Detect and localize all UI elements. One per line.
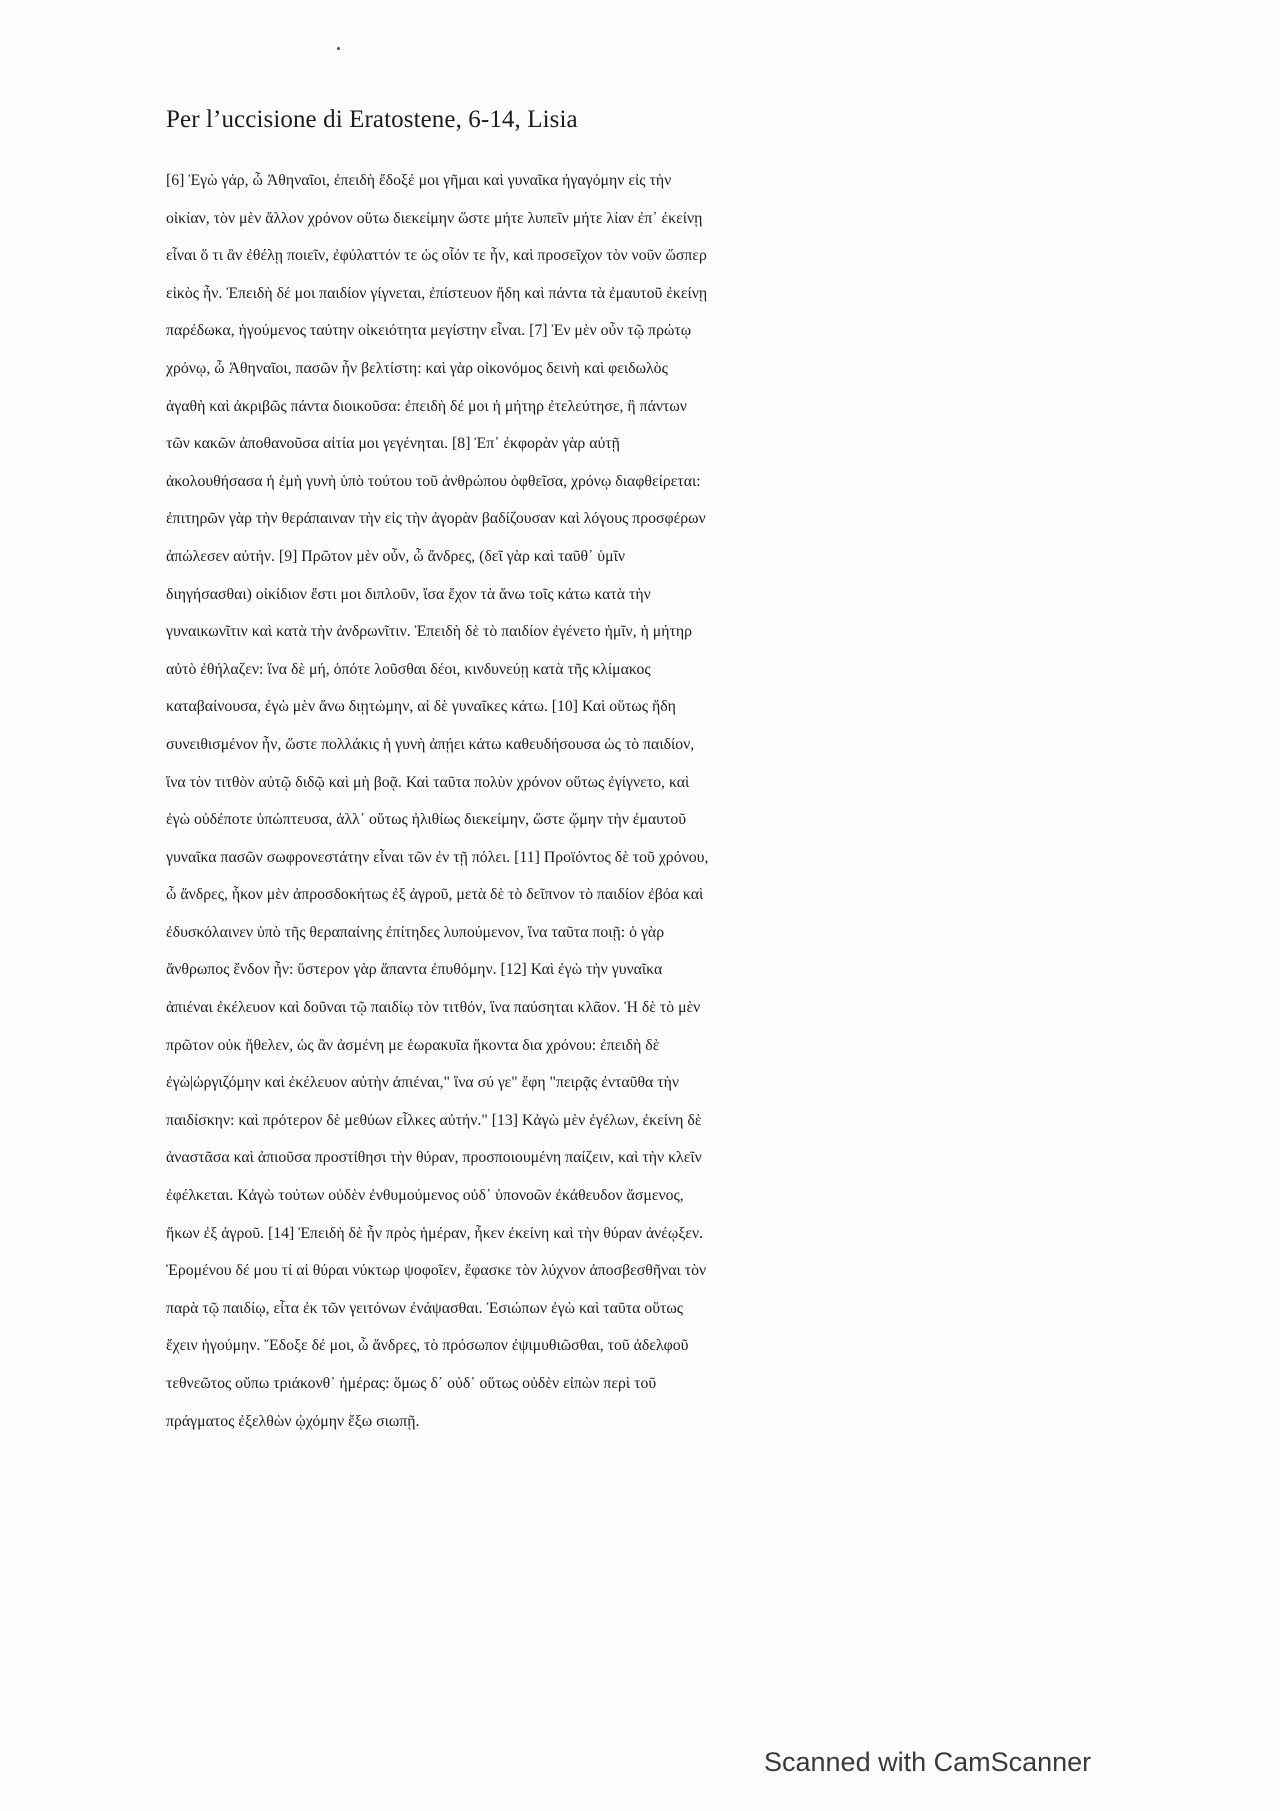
- text-line: ἀκολουθήσασα ἡ ἐμὴ γυνὴ ὑπὸ τούτου τοῦ ἀνθρώπου ὀφθεῖσα, χρόνῳ διαφθείρεται:: [166, 472, 701, 490]
- text-line: ἀπώλεσεν αὐτήν. [9] Πρῶτον μὲν οὖν, ὦ ἄνδρες, (δεῖ γὰρ καὶ ταῦθ᾽ ὑμῖν: [166, 547, 625, 565]
- text-line: τεθνεῶτος οὔπω τριάκονθ᾽ ἡμέρας: ὅμως δ᾽ οὐδ᾽ οὕτως οὐδὲν εἰπὼν περὶ τοῦ: [166, 1375, 657, 1392]
- text-line: πράγματος ἐξελθὼν ᾠχόμην ἔξω σιωπῇ.: [166, 1412, 420, 1430]
- text-line: ἥκων ἐξ ἀγροῦ. [14] Ἐπειδὴ δὲ ἦν πρὸς ἡμέραν, ἧκεν ἐκείνη καὶ τὴν θύραν ἀνέῳξεν.: [166, 1224, 704, 1242]
- text-line: καταβαίνουσα, ἐγὼ μὲν ἄνω διῃτώμην, αἱ δὲ γυναῖκες κάτω. [10] Καὶ οὕτως ἤδη: [166, 698, 676, 716]
- text-line: διηγήσασθαι) οἰκίδιον ἔστι μοι διπλοῦν, ἴσα ἔχον τὰ ἄνω τοῖς κάτω κατὰ τὴν: [166, 585, 651, 603]
- text-line: αὐτὸ ἐθήλαζεν: ἵνα δὲ μή, ὁπότε λοῦσθαι δέοι, κινδυνεύῃ κατὰ τῆς κλίμακος: [166, 660, 651, 678]
- text-line: ἐπιτηρῶν γὰρ τὴν θεράπαιναν τὴν εἰς τὴν ἀγορὰν βαδίζουσαν καὶ λόγους προσφέρων: [166, 510, 706, 528]
- text-line: Ἐρομένου δέ μου τί αἱ θύραι νύκτωρ ψοφοῖεν, ἔφασκε τὸν λύχνον ἀποσβεσθῆναι τὸν: [166, 1262, 707, 1280]
- text-line: ἐφέλκεται. Κἀγὼ τούτων οὐδὲν ἐνθυμούμενος οὐδ᾽ ὑπονοῶν ἐκάθευδον ἄσμενος,: [166, 1187, 684, 1205]
- text-line: εἶναι ὅ τι ἂν ἐθέλῃ ποιεῖν, ἐφύλαττόν τε ὡς οἷόν τε ἦν, καὶ προσεῖχον τὸν νοῦν ὥσπερ: [166, 247, 707, 265]
- text-line: τῶν κακῶν ἀποθανοῦσα αἰτία μοι γεγένηται. [8] Ἐπ᾽ ἐκφορὰν γὰρ αὐτῇ: [166, 435, 620, 453]
- text-line: ἐγὼ|ὠργιζόμην καὶ ἐκέλευον αὐτὴν ἀπιέναι," ἵνα σύ γε" ἔφη "πειρᾷς ἐνταῦθα τὴν: [166, 1074, 679, 1092]
- text-line: ἀναστᾶσα καὶ ἀπιοῦσα προστίθησι τὴν θύραν, προσποιουμένη παίζειν, καὶ τὴν κλεῖν: [166, 1149, 702, 1167]
- text-line: εἰκὸς ἦν. Ἐπειδὴ δέ μοι παιδίον γίγνεται, ἐπίστευον ἤδη καὶ πάντα τὰ ἐμαυτοῦ ἐκείνῃ: [166, 284, 708, 302]
- text-line: συνειθισμένον ἦν, ὥστε πολλάκις ἡ γυνὴ ἀπῄει κάτω καθευδήσουσα ὡς τὸ παιδίον,: [166, 735, 695, 753]
- scan-speck: [337, 47, 340, 50]
- text-line: χρόνῳ, ὦ Ἀθηναῖοι, πασῶν ἦν βελτίστη: καὶ γὰρ οἰκονόμος δεινὴ καὶ φειδωλὸς: [166, 359, 668, 377]
- text-line: πρῶτον οὐκ ἤθελεν, ὡς ἂν ἀσμένη με ἑωρακυῖα ἥκοντα δια χρόνου: ἐπειδὴ δὲ: [166, 1036, 660, 1054]
- text-line: παιδίσκην: καὶ πρότερον δὲ μεθύων εἷλκες αὐτήν." [13] Κἀγὼ μὲν ἐγέλων, ἐκείνη δὲ: [166, 1111, 702, 1129]
- text-line: ἐδυσκόλαινεν ὑπὸ τῆς θεραπαίνης ἐπίτηδες λυπούμενον, ἵνα ταῦτα ποιῇ: ὁ γὰρ: [166, 923, 665, 941]
- text-line: ἔχειν ἡγούμην. Ἔδοξε δέ μοι, ὦ ἄνδρες, τὸ πρόσωπον ἐψιμυθιῶσθαι, τοῦ ἀδελφοῦ: [166, 1337, 689, 1355]
- camscanner-watermark: Scanned with CamScanner: [764, 1747, 1092, 1777]
- text-line: οἰκίαν, τὸν μὲν ἄλλον χρόνον οὕτω διεκείμην ὥστε μήτε λυπεῖν μήτε λίαν ἐπ᾽ ἐκείνῃ: [166, 209, 703, 227]
- text-line: ὦ ἄνδρες, ἧκον μὲν ἀπροσδοκήτως ἐξ ἀγροῦ, μετὰ δὲ τὸ δεῖπνον τὸ παιδίον ἐβόα καὶ: [166, 886, 704, 904]
- text-line: παρὰ τῷ παιδίῳ, εἶτα ἐκ τῶν γειτόνων ἐνάψασθαι. Ἐσιώπων ἐγὼ καὶ ταῦτα οὕτως: [166, 1299, 684, 1317]
- text-line: ἄνθρωπος ἔνδον ἦν: ὕστερον γὰρ ἅπαντα ἐπυθόμην. [12] Καὶ ἐγὼ τὴν γυναῖκα: [166, 961, 663, 979]
- text-line: ἵνα τὸν τιτθὸν αὐτῷ διδῷ καὶ μὴ βοᾷ. Καὶ ταῦτα πολὺν χρόνον οὕτως ἐγίγνετο, καὶ: [166, 773, 690, 791]
- text-line: ἐγὼ οὐδέποτε ὑπώπτευσα, ἀλλ᾽ οὕτως ἠλιθίως διεκείμην, ὥστε ᾤμην τὴν ἐμαυτοῦ: [166, 811, 687, 829]
- greek-text-body: [166, 162, 1146, 1440]
- text-line: γυναικωνῖτιν καὶ κατὰ τὴν ἀνδρωνῖτιν. Ἐπειδὴ δὲ τὸ παιδίον ἐγένετο ἡμῖν, ἡ μήτηρ: [166, 623, 693, 641]
- text-line: παρέδωκα, ἡγούμενος ταύτην οἰκειότητα μεγίστην εἶναι. [7] Ἐν μὲν οὖν τῷ πρώτῳ: [166, 322, 692, 340]
- text-line: ἀπιέναι ἐκέλευον καὶ δοῦναι τῷ παιδίῳ τὸν τιτθόν, ἵνα παύσηται κλᾶον. Ἡ δὲ τὸ μὲν: [166, 999, 701, 1017]
- text-line: γυναῖκα πασῶν σωφρονεστάτην εἶναι τῶν ἐν τῇ πόλει. [11] Προϊόντος δὲ τοῦ χρόνου,: [166, 848, 709, 866]
- text-line: [6] Ἐγὼ γάρ, ὦ Ἀθηναῖοι, ἐπειδὴ ἔδοξέ μοι γῆμαι καὶ γυναῖκα ἠγαγόμην εἰς τὴν: [166, 172, 672, 189]
- text-line: ἀγαθὴ καὶ ἀκριβῶς πάντα διοικοῦσα: ἐπειδὴ δέ μοι ἡ μήτηρ ἐτελεύτησε, ἣ πάντων: [166, 397, 687, 415]
- document-title: Per l’uccisione di Eratostene, 6-14, Lisia: [166, 106, 578, 133]
